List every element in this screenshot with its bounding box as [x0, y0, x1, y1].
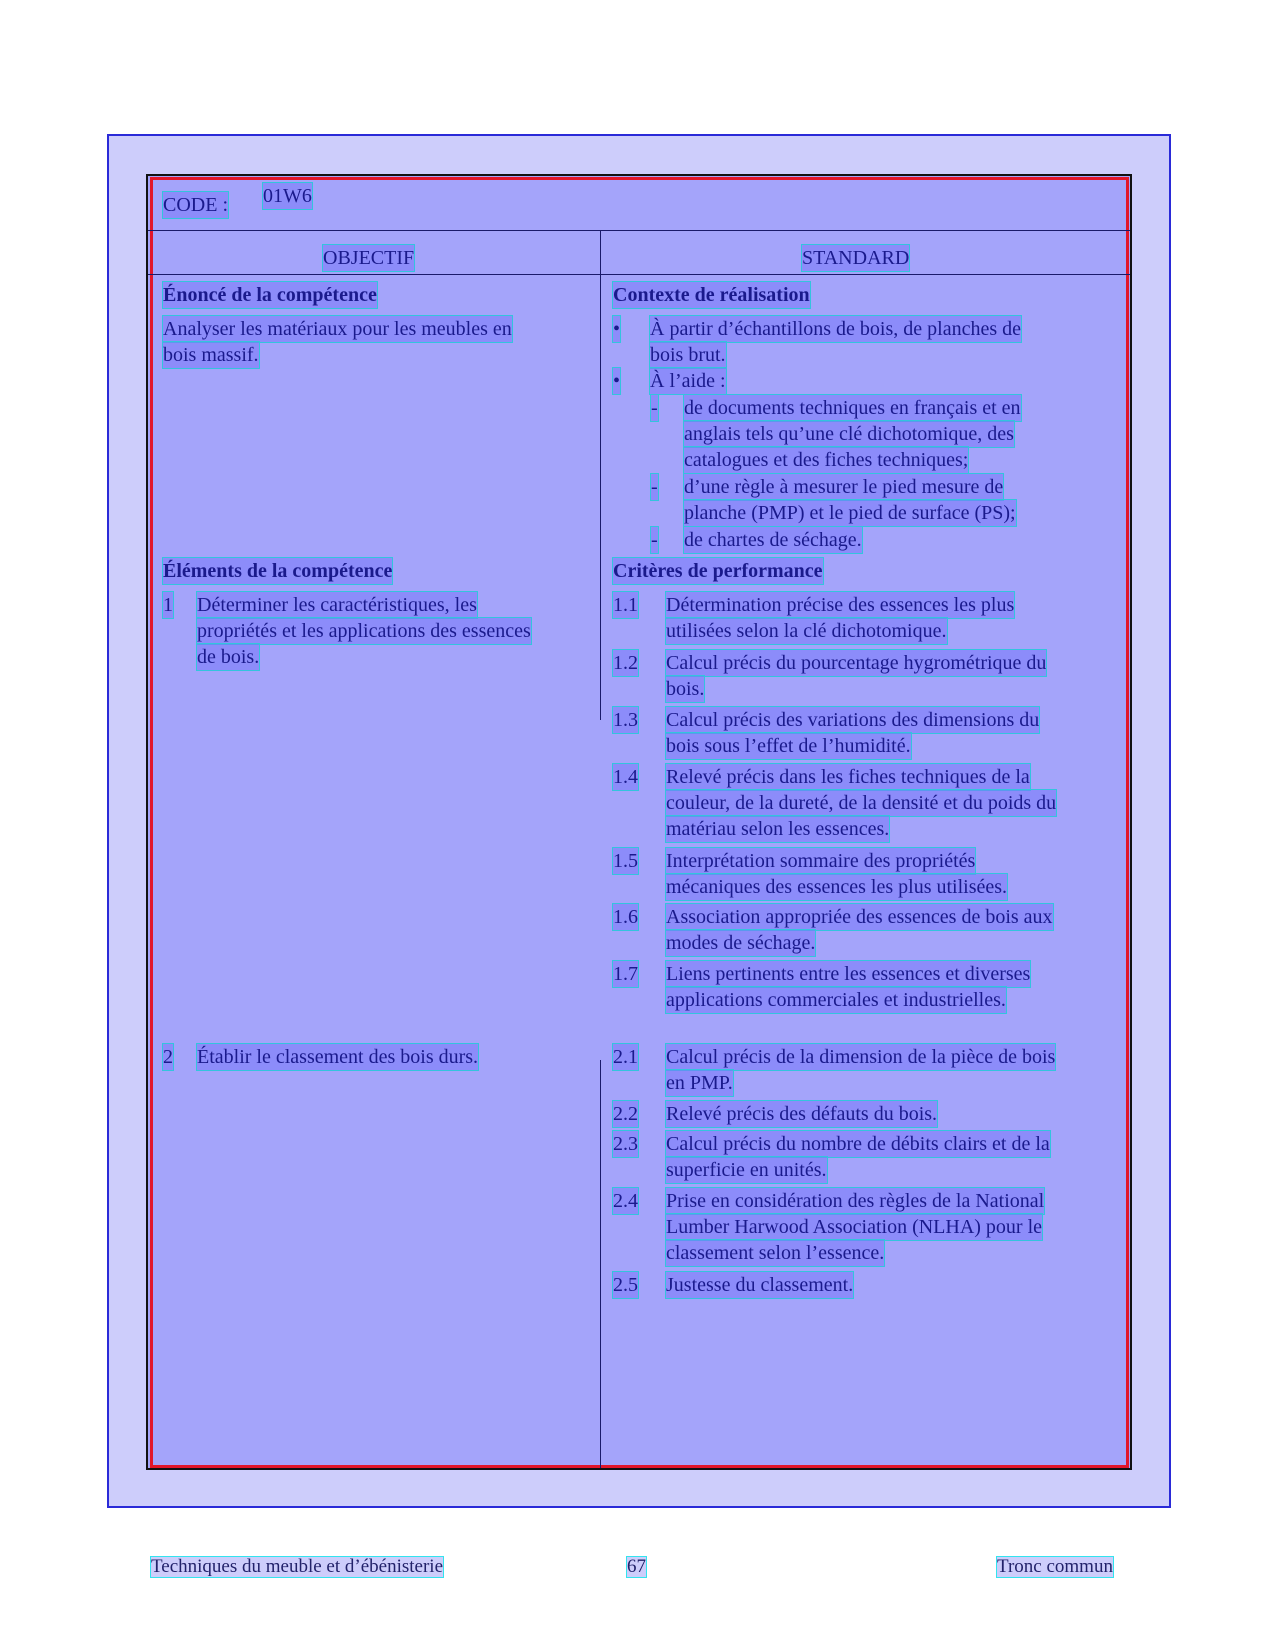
- critere-line: Liens pertinents entre les essences et diverses: [666, 963, 1031, 985]
- critere-line: en PMP.: [666, 1072, 733, 1094]
- standard-header: STANDARD: [802, 247, 910, 269]
- critere-line: Calcul précis des variations des dimensions du: [666, 709, 1040, 731]
- column-divider-bottom: [600, 1060, 601, 1468]
- element-line: Déterminer les caractéristiques, les: [197, 594, 477, 616]
- critere-number: 1.1: [613, 594, 638, 616]
- contexte-line: À partir d’échantillons de bois, de planches de: [650, 318, 1021, 340]
- critere-line: Relevé précis des défauts du bois.: [666, 1103, 938, 1125]
- enonce-title: Énoncé de la compétence: [163, 284, 377, 306]
- critere-number: 2.5: [613, 1274, 638, 1296]
- column-divider-top: [600, 231, 601, 720]
- critere-number: 1.4: [613, 766, 638, 788]
- critere-line: classement selon l’essence.: [666, 1242, 885, 1264]
- code-value: 01W6: [263, 185, 312, 207]
- critere-line: Calcul précis du nombre de débits clairs et de la: [666, 1133, 1050, 1155]
- critere-number: 2.3: [613, 1133, 638, 1155]
- critere-line: Lumber Harwood Association (NLHA) pour le: [666, 1216, 1043, 1238]
- contexte-sub-line: anglais tels qu’une clé dichotomique, des: [684, 423, 1014, 445]
- critere-line: superficie en unités.: [666, 1159, 827, 1181]
- dash-marker: -: [651, 476, 658, 498]
- critere-number: 2.1: [613, 1046, 638, 1068]
- elements-title: Éléments de la compétence: [163, 560, 393, 582]
- contexte-sub-line: d’une règle à mesurer le pied mesure de: [684, 476, 1004, 498]
- header-bottom-divider: [148, 274, 1130, 275]
- element-number: 2: [163, 1046, 173, 1068]
- objective-header: OBJECTIF: [323, 247, 415, 269]
- critere-number: 2.2: [613, 1103, 638, 1125]
- element-line: Établir le classement des bois durs.: [197, 1046, 479, 1068]
- element-line: propriétés et les applications des essences: [197, 620, 531, 642]
- footer-program: Techniques du meuble et d’ébénisterie: [151, 1556, 444, 1577]
- critere-line: Détermination précise des essences les plus: [666, 594, 1015, 616]
- enonce-line: bois massif.: [163, 344, 259, 366]
- critere-line: matériau selon les essences.: [666, 818, 890, 840]
- contexte-line: À l’aide :: [650, 370, 726, 392]
- contexte-sub-line: de documents techniques en français et en: [684, 397, 1021, 419]
- critere-line: Association appropriée des essences de bois aux: [666, 906, 1053, 928]
- critere-line: Relevé précis dans les fiches techniques de la: [666, 766, 1030, 788]
- dash-marker: -: [651, 397, 658, 419]
- critere-line: Calcul précis du pourcentage hygrométrique du: [666, 652, 1047, 674]
- contexte-line: bois brut.: [650, 344, 726, 366]
- critere-number: 1.3: [613, 709, 638, 731]
- critere-line: mécaniques des essences les plus utilisées.: [666, 876, 1008, 898]
- critere-line: couleur, de la dureté, de la densité et du poids du: [666, 792, 1057, 814]
- enonce-line: Analyser les matériaux pour les meubles en: [163, 318, 512, 340]
- footer-section: Tronc commun: [997, 1556, 1113, 1577]
- critere-line: applications commerciales et industrielles.: [666, 989, 1006, 1011]
- critere-line: Prise en considération des règles de la National: [666, 1190, 1045, 1212]
- dash-marker: -: [651, 529, 658, 551]
- critere-line: Justesse du classement.: [666, 1274, 854, 1296]
- contexte-sub-line: catalogues et des fiches techniques;: [684, 449, 969, 471]
- contexte-title: Contexte de réalisation: [613, 284, 810, 306]
- code-label: CODE :: [163, 194, 228, 216]
- critere-number: 1.5: [613, 850, 638, 872]
- critere-number: 1.6: [613, 906, 638, 928]
- contexte-sub-line: planche (PMP) et le pied de surface (PS);: [684, 502, 1016, 524]
- element-number: 1: [163, 594, 173, 616]
- bullet-marker: •: [613, 370, 621, 392]
- bullet-marker: •: [613, 318, 621, 340]
- header-divider: [148, 230, 1130, 231]
- contexte-sub-line: de chartes de séchage.: [684, 529, 862, 551]
- critere-line: bois sous l’effet de l’humidité.: [666, 735, 911, 757]
- criteres-title: Critères de performance: [613, 560, 823, 582]
- critere-number: 1.2: [613, 652, 638, 674]
- critere-line: modes de séchage.: [666, 932, 816, 954]
- critere-line: utilisées selon la clé dichotomique.: [666, 620, 947, 642]
- critere-line: bois.: [666, 678, 705, 700]
- critere-number: 2.4: [613, 1190, 638, 1212]
- competency-table: [146, 174, 1132, 1470]
- critere-line: Interprétation sommaire des propriétés: [666, 850, 976, 872]
- critere-line: Calcul précis de la dimension de la pièce de bois: [666, 1046, 1056, 1068]
- footer-page-number: 67: [627, 1556, 646, 1577]
- element-line: de bois.: [197, 646, 260, 668]
- critere-number: 1.7: [613, 963, 638, 985]
